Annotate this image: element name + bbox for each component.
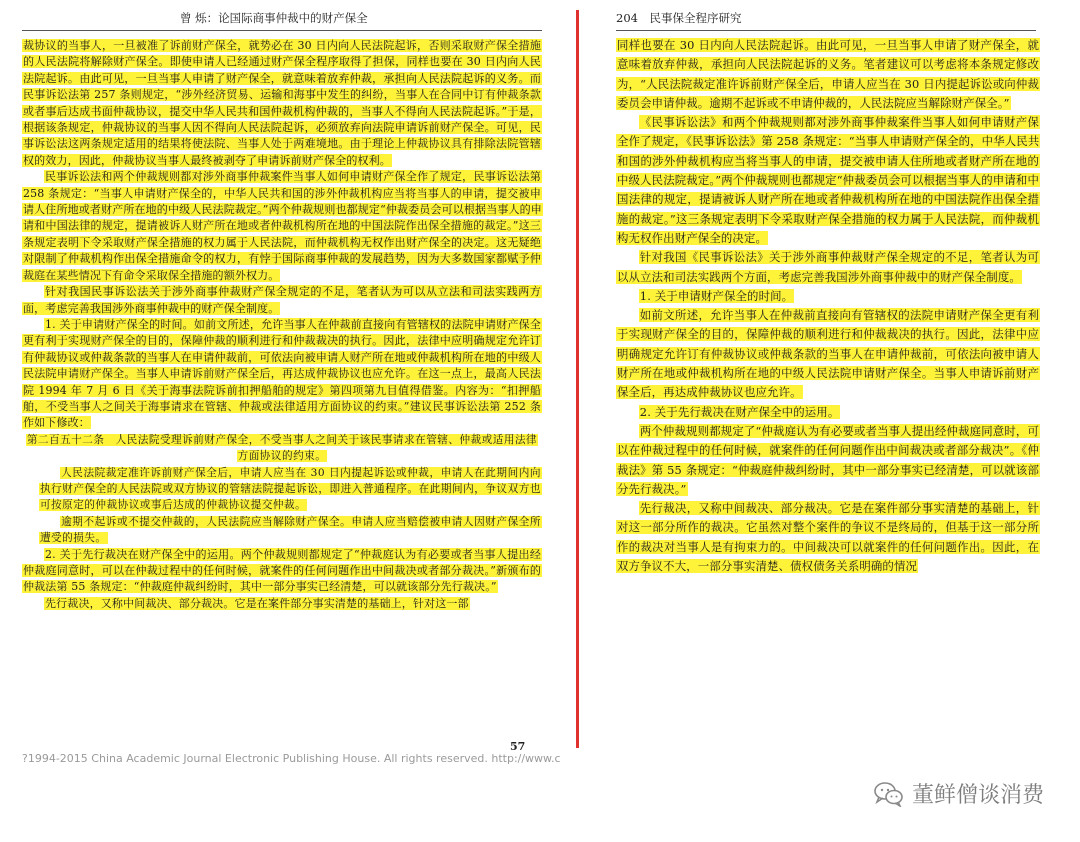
highlighted-text: 两个仲裁规则都规定了“仲裁庭认为有必要或者当事人提出经仲裁庭同意时，可以在仲裁过程中的任何时候，就案件的任何问题作出中间裁决或者部分裁决”。《仲裁法》第 55 条规定：“仲裁庭仲裁纠纷时，其中一部分事实已经清楚，可以就该部分先行裁决。” (617, 423, 1039, 496)
left-running-header: 曾 烁：论国际商事仲裁中的财产保全 (180, 11, 368, 25)
paragraph (616, 36, 1040, 113)
highlighted-text: 裁协议的当事人，一旦被准了诉前财产保全，就势必在 30 日内向人民法院起诉，否则采取财产保全措施的人民法院将解除财产保全。即使申请人已经通过财产保全程序取得了担保，同样也要在 30 日内向人民法院起诉。由此可见，一旦当事人申请了财产保全，就意味着放弃仲裁，承担向人民法院起诉的义务。而民事诉讼法第 257 条则规定，“涉外经济贸易、运输和海事中发生的纠纷，当事人在合同中订有仲裁条款或者事后达成书面仲裁协议，提交中华人民共和国仲裁机构仲裁的，当事人不得向人民法院起诉。”于是，根据该条规定，仲裁协议的当事人因不得向人民法院起诉，必须放弃向法院申请诉前财产保全。可见，民事诉讼法这两条规定适用的结果将使法院、当事人处于两难境地。由于理论上仲裁协议具有排除法院管辖权的效力，因此，仲裁协议当事人最终被剥夺了申请诉前财产保全的权利。 (23, 39, 541, 167)
paragraph (616, 113, 1040, 248)
highlighted-text: 逾期不起诉或不提交仲裁的，人民法院应当解除财产保全。申请人应当赔偿被申请人因财产保全所遭受的损失。 (39, 515, 541, 545)
wechat-icon (874, 781, 904, 807)
watermark-text: 董鲜僧谈消费 (911, 783, 1044, 808)
highlighted-text: 针对我国《民事诉讼法》关于涉外商事仲裁财产保全规定的不足，笔者认为可以从立法和司法实践两个方面，考虑完善我国涉外商事仲裁中的财产保全制度。 (617, 250, 1039, 284)
highlighted-text: 第二百五十二条 人民法院受理诉前财产保全，不受当事人之间关于该民事请求在管辖、仲裁或适用法律方面协议的约束。 (26, 433, 538, 463)
highlighted-text: 针对我国民事诉讼法关于涉外商事仲裁财产保全规定的不足，笔者认为可以从立法和司法实践两方面，考虑完善我国涉外商事仲裁中的财产保全制度。 (23, 285, 541, 315)
right-header-rule (616, 30, 1036, 31)
paragraph (22, 432, 542, 465)
highlighted-text: 2. 关于先行裁决在财产保全中的运用。两个仲裁规则都规定了“仲裁庭认为有必要或者当事人提出经仲裁庭同意时，可以在仲裁过程中的任何时候，就案件的任何问题作出中间裁决或者部分裁决。”新颁布的仲裁法第 55 条规定：“仲裁庭仲裁纠纷时，其中一部分事实已经清楚，可以就该部分先行裁决。” (23, 547, 541, 594)
paragraph (22, 514, 542, 547)
highlighted-text: 1. 关于申请财产保全的时间。如前文所述，允许当事人在仲裁前直接向有管辖权的法院申请财产保全更有利于实现财产保全的目的，保障仲裁的顺利进行和仲裁裁决的执行。因此，法律中应明确规定允许订有仲裁协议或仲裁条款的当事人在申请仲裁前，可依法向被申请人财产所在地或仲裁机构所在地的中级人民法院申请财产保全。当事人申请诉前财产保全后，再达成仲裁协议也应允许。在这一点上，最高人民法院 1994 年 7 月 6 日《关于海事法院诉前扣押船舶的规定》第四项第九目值得借鉴。内容为：“扣押船舶，不受当事人之间关于海事请求在管辖、仲裁或法律适用方面协议的约束。”建议民事诉讼法第 252 条作如下修改： (23, 317, 541, 430)
paragraph (22, 547, 542, 596)
highlighted-text: 1. 关于申请财产保全的时间。 (639, 288, 794, 303)
right-running-header: 204 民事保全程序研究 (616, 11, 742, 25)
paragraph (22, 38, 542, 169)
highlighted-text: 人民法院裁定准许诉前财产保全后，申请人应当在 30 日内提起诉讼或仲裁，申请人在此期间内向执行财产保全的人民法院或双方协议的管辖法院提起诉讼，即进入普通程序。在此期间内，争议双方也可按原定的仲裁协议或事后达成的仲裁协议提交仲裁。 (39, 466, 541, 512)
paragraph (616, 306, 1040, 402)
left-page-number: 57 (510, 740, 526, 753)
paragraph (616, 499, 1040, 576)
right-page-scan (590, 0, 1080, 842)
paragraph (616, 248, 1040, 287)
highlighted-text: 如前文所述，允许当事人在仲裁前直接向有管辖权的法院申请财产保全更有利于实现财产保全的目的，保障仲裁的顺利进行和仲裁裁决的执行。因此，法律中应明确规定允许订有仲裁协议或仲裁条款的当事人在申请仲裁前，可依法向被申请人财产所在地或仲裁机构所在地的中级人民法院申请财产保全。当事人申请诉前财产保全后，再达成仲裁协议也应允许。 (617, 308, 1039, 400)
paragraph (22, 465, 542, 514)
paragraph (616, 287, 1040, 306)
copyright-notice: ?1994-2015 China Academic Journal Electronic Publishing House. All rights reserved. http://www.c (22, 752, 561, 765)
wechat-watermark (874, 778, 1044, 809)
highlighted-text: 同样也要在 30 日内向人民法院起诉。由此可见，一旦当事人申请了财产保全，就意味着放弃仲裁，承担向人民法院起诉的义务。笔者建议可以考虑将本条规定修改为，“人民法院裁定准许诉前财产保全后，申请人应当在 30 日内提起诉讼或向仲裁委员会申请仲裁。逾期不起诉或不申请仲裁的，人民法院应当解除财产保全。” (617, 38, 1039, 110)
paragraph (616, 403, 1040, 422)
red-divider-line (576, 10, 579, 748)
paragraph (22, 317, 542, 432)
paragraph (616, 422, 1040, 499)
right-page-body (616, 36, 1040, 576)
highlighted-text: 先行裁决，又称中间裁决、部分裁决。它是在案件部分事实清楚的基础上，针对这一部分所作的裁决。它虽然对整个案件的争议不是终局的，但基于这一部分所作的裁决对当事人是有拘束力的。中间裁决可以就案件的任何问题作出。因此，在双方争议不大，一部分事实清楚、债权债务关系明确的情况 (617, 501, 1039, 574)
highlighted-text: 先行裁决，又称中间裁决、部分裁决。它是在案件部分事实清楚的基础上，针对这一部 (45, 596, 469, 610)
highlighted-text: 《民事诉讼法》和两个仲裁规则都对涉外商事仲裁案件当事人如何申请财产保全作了规定，《民事诉讼法》第 258 条规定：“当事人申请财产保全的，中华人民共和国的涉外仲裁机构应当将当事人的申请，提交被申请人住所地或者财产所在地的中级人民法院裁定。”两个仲裁规则也都规定“仲裁委员会可以根据当事人的申请和中国法律的规定，提请被诉人财产所在地或者仲裁机构所在地的中国法院作出保全措施的裁定。”这三条规定表明下令采取财产保全措施的权力属于人民法院，而仲裁机构无权作出财产保全的决定。 (617, 115, 1040, 245)
paragraph (22, 596, 542, 612)
left-header-rule (22, 30, 542, 31)
highlighted-text: 2. 关于先行裁决在财产保全中的运用。 (639, 404, 840, 419)
left-page-body (22, 38, 542, 612)
highlighted-text: 民事诉讼法和两个仲裁规则都对涉外商事仲裁案件当事人如何申请财产保全作了规定，民事诉讼法第 258 条规定：“当事人申请财产保全的，中华人民共和国的涉外仲裁机构应当将当事人的申请，提交被申请人住所地或者财产所在地的中级人民法院裁定。”两个仲裁规则也都规定“仲裁委员会可以根据当事人的申请和中国法律的规定，提请被诉人财产所在地或者仲裁机构所在地的中国法院作出保全措施的裁定。”这三条规定表明下令采取财产保全措施的权力属于人民法院，而仲裁机构无权作出财产保全的决定。这无疑绝对限制了仲裁机构作出保全措施命令的权力，有悖于国际商事仲裁的发展趋势，因为大多数国家都赋予仲裁庭在某些情况下有命令采取保全措施的额外权力。 (23, 170, 542, 282)
paragraph (22, 169, 542, 284)
paragraph (22, 284, 542, 317)
